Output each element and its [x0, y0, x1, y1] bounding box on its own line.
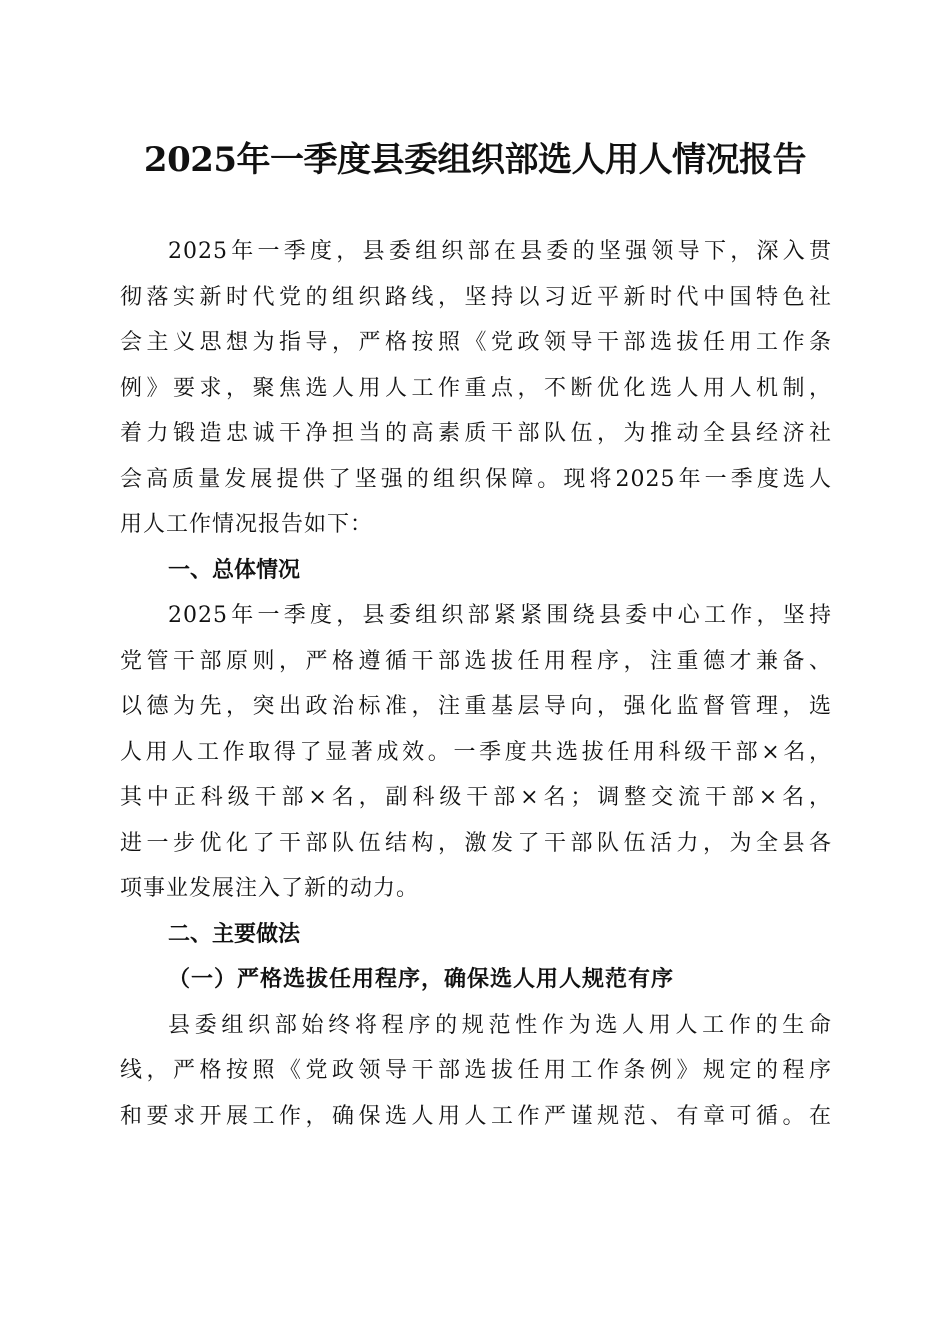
section1-line: 人用人工作取得了显著成效。一季度共选拔任用科级干部×名， [120, 739, 832, 765]
subsection-heading: （一）严格选拔任用程序，确保选人用人规范有序 [168, 966, 675, 992]
subsection1-line: 县委组织部始终将程序的规范性作为选人用人工作的生命 [168, 1012, 832, 1038]
section1-line: 其中正科级干部×名，副科级干部×名；调整交流干部×名， [120, 785, 832, 810]
intro-line: 例》要求，聚焦选人用人工作重点，不断优化选人用人机制， [120, 375, 832, 401]
document-title: 2025年一季度县委组织部选人用人情况报告 [143, 140, 807, 180]
intro-line: 会高质量发展提供了坚强的组织保障。现将2025年一季度选人 [120, 466, 832, 492]
section-heading-practices: 二、主要做法 [168, 921, 301, 947]
intro-line: 着力锻造忠诚干净担当的高素质干部队伍，为推动全县经济社 [120, 421, 832, 446]
intro-line: 会主义思想为指导，严格按照《党政领导干部选拔任用工作条 [120, 330, 832, 355]
section-heading-overview: 一、总体情况 [168, 557, 301, 583]
section1-line: 项事业发展注入了新的动力。 [120, 876, 420, 901]
intro-line: 2025年一季度，县委组织部在县委的坚强领导下，深入贯 [168, 239, 832, 264]
subsection1-line: 线，严格按照《党政领导干部选拔任用工作条例》规定的程序 [120, 1058, 832, 1083]
section1-line: 以德为先，突出政治标准，注重基层导向，强化监督管理，选 [120, 694, 832, 719]
intro-line: 彻落实新时代党的组织路线，坚持以习近平新时代中国特色社 [120, 284, 832, 310]
section1-line: 党管干部原则，严格遵循干部选拔任用程序，注重德才兼备、 [120, 648, 832, 674]
intro-line: 用人工作情况报告如下： [120, 512, 374, 537]
section1-line: 2025年一季度，县委组织部紧紧围绕县委中心工作，坚持 [168, 603, 832, 628]
document-body [120, 229, 832, 1139]
section1-line: 进一步优化了干部队伍结构，激发了干部队伍活力，为全县各 [120, 830, 832, 856]
subsection1-line: 和要求开展工作，确保选人用人工作严谨规范、有章可循。在 [120, 1103, 832, 1129]
